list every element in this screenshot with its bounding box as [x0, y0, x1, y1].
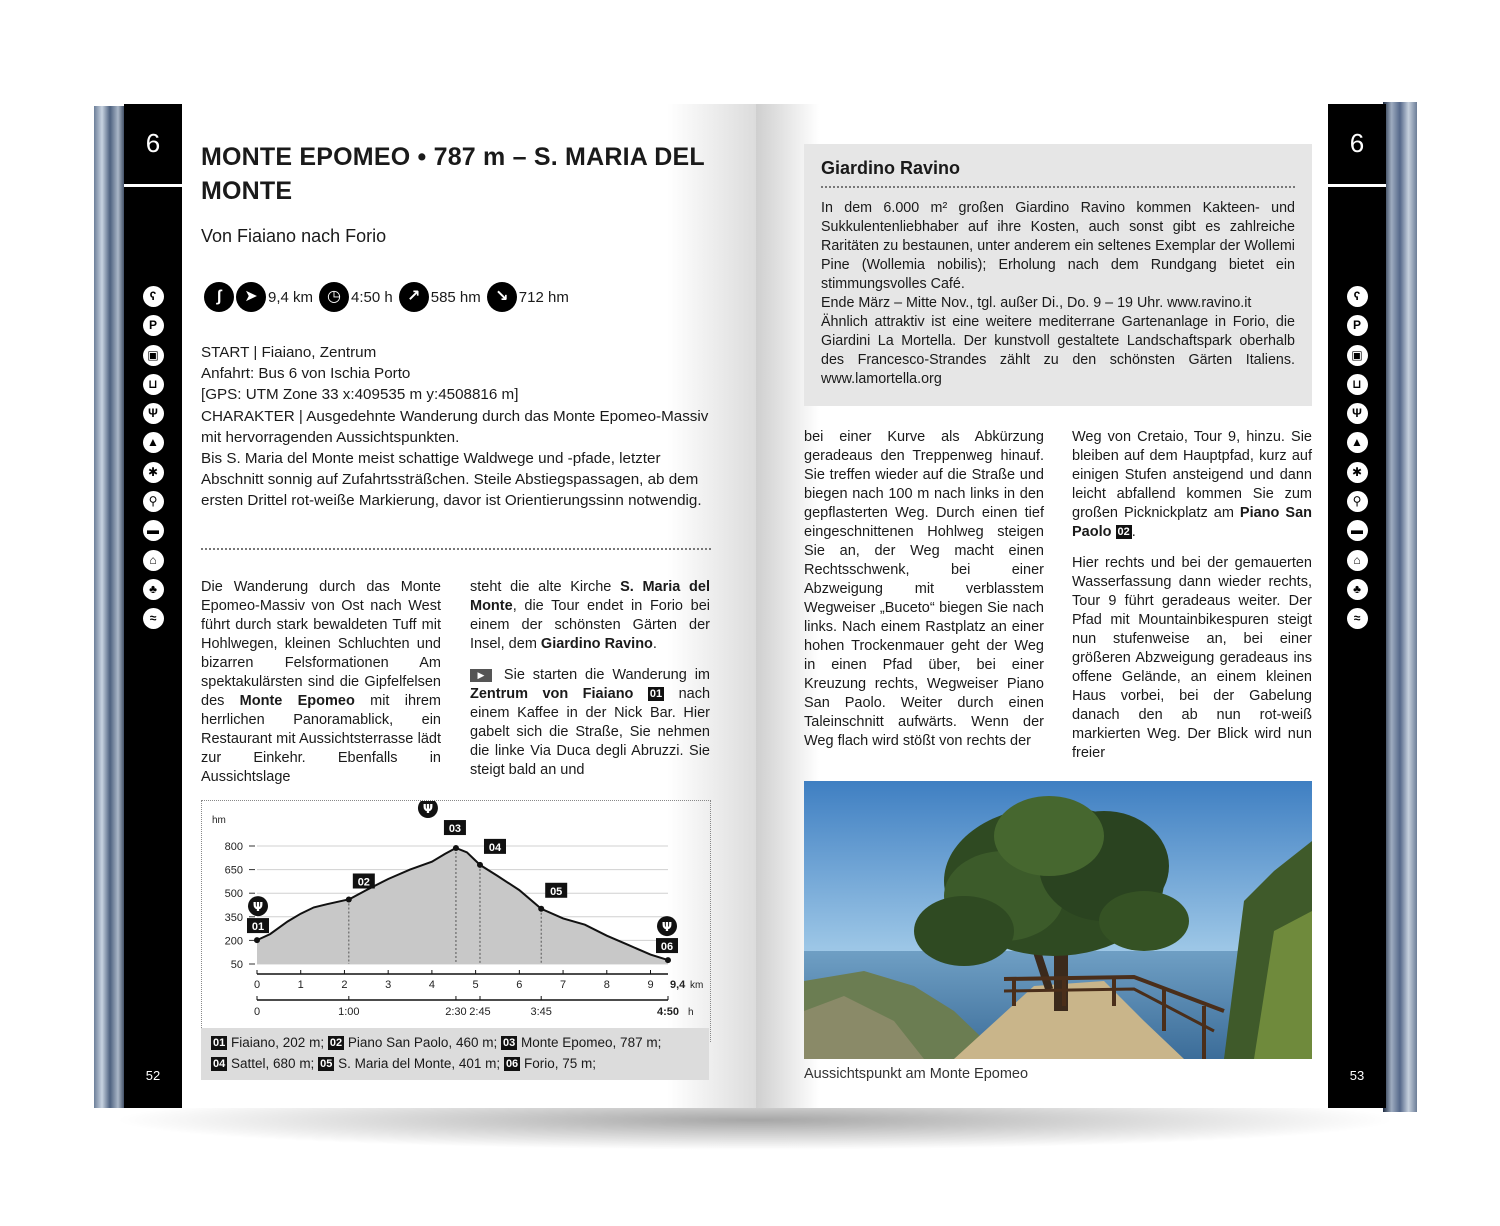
y-tick-label: 50 — [230, 959, 243, 971]
legend-text: Forio, 75 m; — [523, 1056, 596, 1071]
y-axis-label: hm — [212, 815, 226, 826]
waypoint-dot — [254, 937, 260, 943]
side-icon-column — [1328, 286, 1386, 638]
waypoint-legend — [201, 1028, 709, 1080]
bold-text: Zentrum von Fiaiano — [470, 686, 634, 702]
legend-text: Piano San Paolo, 460 m; — [347, 1035, 498, 1050]
tour-info — [201, 342, 711, 512]
swimming-icon: ≈ — [1347, 608, 1368, 629]
text-column-4 — [1072, 428, 1312, 775]
text-column-2 — [470, 578, 710, 792]
text-run: nach einem Kaffee in der Nick Bar. Hier gabelt sich die Straße, Sie nehmen die linke Via Duca degli Abruzzi. Sie steigt bald an und — [470, 686, 711, 778]
legend-text: Sattel, 680 m; — [231, 1056, 315, 1071]
info-box-paragraph: In dem 6.000 m² großen Giardino Ravino kommen Kakteen- und Sukkulentenliebhaber auf ihre Kosten, auch sonst gibt es zahlreiche Raritäten zu bestaunen, unter anderem ein seltenes Exemplar der Wollemi Pine (Wollemia nobilis); Erholung nach dem Rundgang bietet ein stimmungsvolles Café. — [821, 200, 1295, 292]
tour-subtitle: Von Fiaiano nach Forio — [201, 226, 387, 246]
info-description: Bis S. Maria del Monte meist schattige Waldwege und -pfade, letzter Abschnitt sonnig auf Zufahrtssträßchen. Steile Abstiegspassagen, ab dem ersten Drittel rot-weiße Markierung, davor ist Orientierungssinn notwendig. — [201, 450, 702, 510]
mountain-hut-icon: ▲ — [143, 432, 164, 453]
left-page — [124, 104, 756, 1108]
bear-icon: ʕ — [1347, 286, 1368, 307]
ascent-icon: ↗ — [399, 282, 429, 312]
tour-stats — [204, 282, 575, 312]
waypoint-badge: 01 — [649, 688, 663, 701]
y-tick-label: 650 — [224, 864, 243, 877]
info-box-text — [821, 199, 1295, 389]
time-unit-label: h — [688, 1007, 694, 1018]
text-column-1 — [201, 578, 441, 799]
text-run: Sie starten die Wanderung im — [496, 667, 710, 683]
bicycle-icon: ⚲ — [1347, 491, 1368, 512]
signpost-icon: ➤ — [236, 282, 266, 312]
waypoint-badge: 04 — [213, 1058, 226, 1071]
parking-icon: P — [1347, 315, 1368, 336]
descent-value: 712 hm — [518, 288, 569, 306]
waypoint-label: 05 — [550, 885, 563, 898]
column-4-paragraph-1 — [1072, 428, 1312, 542]
tree-icon: ♣ — [143, 579, 164, 600]
x-unit-label: km — [690, 980, 704, 991]
basket-icon: ⊔ — [1347, 374, 1368, 395]
text-run: steht die alte Kirche — [470, 579, 621, 595]
y-tick-label: 350 — [224, 911, 243, 924]
restaurant-icon: Ψ — [252, 900, 264, 915]
time-tick-label: 2:45 — [469, 1006, 491, 1018]
waypoint-label: 04 — [488, 841, 502, 854]
photo-caption: Aussichtspunkt am Monte Epomeo — [804, 1066, 1029, 1082]
bold-text: Giardino Ravino — [540, 636, 653, 652]
waypoint-badge: 03 — [502, 1037, 516, 1050]
ascent-value: 585 hm — [430, 288, 481, 306]
snowflake-icon: ✱ — [1347, 462, 1368, 483]
waypoint-badge: 02 — [1117, 526, 1130, 539]
column-2-paragraph-2 — [470, 666, 710, 780]
info-box-divider — [821, 186, 1295, 188]
text-run: . — [1131, 524, 1136, 540]
play-icon: ▶ — [470, 669, 492, 682]
x-tick-label: 7 — [560, 979, 567, 991]
page-number: 52 — [145, 1068, 161, 1083]
text-run: Weg von Cretaio, Tour 9, hinzu. Sie bleiben auf dem Hauptpfad, kurz auf einigen Stufen ansteigend und dann leicht abfallend kommen Sie zum großen Picknickplatz am — [1072, 429, 1312, 521]
info-gps: [GPS: UTM Zone 33 x:409535 m y:4508816 m] — [201, 386, 519, 404]
info-box-title: Giardino Ravino — [821, 158, 961, 178]
chapter-number: 6 — [1349, 128, 1365, 158]
descent-icon: ↘ — [487, 282, 517, 312]
bicycle-icon: ⚲ — [143, 491, 164, 512]
text-run: mit ihrem herrlichen Panoramablick, ein Restaurant mit Aussichtsterrasse lädt zur Einkehr. Ebenfalls in Aussichtslage — [201, 693, 441, 785]
right-side-bar — [1328, 104, 1386, 1108]
waypoint-label: 02 — [357, 876, 370, 889]
y-tick-label: 500 — [224, 888, 243, 901]
text-run: , die Tour endet in Forio bei einem der schönsten Gärten der Insel, dem — [470, 598, 710, 652]
book-edge-right — [1383, 102, 1417, 1112]
text-run: . — [652, 636, 657, 652]
bear-icon: ʕ — [143, 286, 164, 307]
side-icon-column — [124, 286, 182, 638]
bed-icon: ▬ — [1347, 520, 1368, 541]
chapter-divider — [1328, 184, 1386, 187]
chapter-number: 6 — [145, 128, 161, 158]
book-edge-left — [94, 106, 126, 1108]
info-arrival: Anfahrt: Bus 6 von Ischia Porto — [201, 365, 411, 383]
restaurant-icon: Ψ — [661, 920, 673, 935]
waypoint-badge: 06 — [505, 1058, 519, 1071]
info-start: START | Fiaiano, Zentrum — [201, 344, 377, 361]
waypoint-dot — [538, 906, 544, 912]
tour-title: MONTE EPOMEO • 787 m – S. MARIA DEL MONTE — [201, 143, 705, 205]
x-tick-label: 6 — [516, 979, 523, 991]
y-tick-label: 800 — [224, 841, 243, 853]
bold-text: Piano San Paolo — [1072, 505, 1312, 540]
elevation-profile — [201, 800, 711, 1042]
bus-icon: ▣ — [143, 345, 164, 366]
time-tick-label: 0 — [253, 1006, 261, 1018]
waypoint-label: 06 — [660, 941, 674, 954]
legend-text: Fiaiano, 202 m; — [231, 1035, 325, 1050]
legend-text: Monte Epomeo, 787 m; — [521, 1035, 662, 1050]
waypoint-dot — [453, 845, 459, 851]
x-tick-label: 0 — [253, 979, 261, 991]
museum-icon: ⌂ — [143, 550, 164, 571]
waypoint-badge: 02 — [329, 1037, 343, 1050]
x-end-label: 9,4 — [670, 979, 686, 991]
bed-icon: ▬ — [143, 520, 164, 541]
restaurant-icon: Ψ — [1347, 403, 1368, 424]
x-tick-label: 3 — [385, 979, 392, 991]
landscape-photo — [804, 781, 1312, 1059]
duration-value: 4:50 h — [351, 288, 393, 306]
legend-item — [501, 1035, 661, 1050]
text-column-3 — [804, 428, 1044, 763]
right-page — [756, 104, 1386, 1108]
legend-item — [211, 1056, 314, 1071]
x-tick-label: 2 — [341, 979, 348, 991]
elevation-chart — [202, 801, 710, 1029]
photo-illustration — [804, 781, 1312, 1059]
waypoint-dot — [346, 896, 352, 902]
text-run: Die Wanderung durch das Monte Epomeo-Massiv von Ost nach West führt durch stark bewaldeten Tuff mit Hohlwegen, kleinen Schluchten und bizarren Felsformationen Am spektakulärsten sind die Gipfelfelsen des — [201, 579, 441, 709]
bold-text: Monte Epomeo — [239, 693, 355, 709]
museum-icon: ⌂ — [1347, 550, 1368, 571]
time-tick-label: 1:00 — [338, 1006, 360, 1018]
restaurant-icon: Ψ — [422, 802, 434, 817]
column-4-paragraph-2: Hier rechts und bei der gemauerten Wasserfassung dann wieder rechts, Tour 9 führt geradeaus weiter. Der Pfad mit Mountainbikespuren steigt nun stufenweise an, bei einer größeren Abzweigung geradeaus ins offene Gelände, an einem kleinen Haus vorbei, bei der Gabelung danach den ab nun rot-weiß markierten Weg. Der Blick wird nun freier — [1072, 555, 1312, 761]
time-tick-label: 2:30 — [445, 1006, 467, 1018]
clock-icon: ◷ — [319, 282, 349, 312]
basket-icon: ⊔ — [143, 374, 164, 395]
legend-item — [318, 1056, 500, 1071]
waypoint-dot — [665, 957, 671, 963]
mountain-hut-icon: ▲ — [1347, 432, 1368, 453]
bus-icon: ▣ — [1347, 345, 1368, 366]
restaurant-icon: Ψ — [143, 403, 164, 424]
parking-icon: P — [143, 315, 164, 336]
distance-value: 9,4 km — [268, 288, 314, 306]
y-tick-label: 200 — [224, 935, 243, 948]
waypoint-badge: 05 — [320, 1058, 333, 1071]
snowflake-icon: ✱ — [143, 462, 164, 483]
waypoint-dot — [477, 862, 483, 868]
column-1-paragraph — [201, 578, 441, 787]
x-tick-label: 4 — [428, 979, 435, 991]
x-tick-label: 9 — [647, 979, 654, 991]
legend-item — [211, 1035, 324, 1050]
difficulty-icon: ʃ — [204, 282, 234, 312]
info-box-giardino-ravino — [804, 144, 1312, 406]
x-tick-label: 1 — [297, 979, 304, 991]
legend-text: S. Maria del Monte, 401 m; — [338, 1056, 501, 1071]
x-tick-label: 5 — [472, 979, 479, 991]
column-3-paragraph: bei einer Kurve als Abkürzung geradeaus den Treppenweg hinauf. Sie treffen wieder auf die Straße und biegen nach 100 m nach links in den gepflasterten Weg. Durch einen tief eingeschnittenen Hohlweg steigen Sie an, der Weg macht einen Rechtsschwenk, bei einer Abzweigung mit verblasstem Wegweiser „Buceto“ biegen Sie nach links. Nach einem Rastplatz an einer hohen Trockenmauer geht der Weg in einen Pfad über, bei einer Kreuzung rechts, Wegweiser Piano San Paolo. Weiter durch einen Taleinschnitt aufwärts. Wenn der Weg flach wird stößt von rechts der — [804, 429, 1044, 749]
info-divider — [201, 548, 711, 550]
page-number: 53 — [1349, 1068, 1365, 1083]
info-character: CHARAKTER | Ausgedehnte Wanderung durch das Monte Epomeo-Massiv mit hervorragenden Aussichtspunkten. — [201, 407, 709, 446]
x-tick-label: 8 — [603, 979, 610, 991]
tree-icon: ♣ — [1347, 579, 1368, 600]
legend-item — [328, 1035, 497, 1050]
waypoint-label: 03 — [448, 823, 462, 836]
info-box-paragraph: Ähnlich attraktiv ist eine weitere mediterrane Gartenanlage in Forio, die Giardini La Mortella. Der kunstvoll gestaltete Landschaftspark oberhalb des Francesco-Strandes zählt zu den schönsten Gärten Italiens. www.lamortella.org — [821, 314, 1295, 387]
bold-text: S. Maria del Monte — [470, 579, 710, 614]
chapter-divider — [124, 184, 182, 187]
legend-item — [504, 1056, 596, 1071]
time-tick-label: 4:50 — [656, 1006, 680, 1018]
swimming-icon: ≈ — [143, 608, 164, 629]
column-2-paragraph-1 — [470, 578, 710, 654]
time-tick-label: 3:45 — [530, 1006, 552, 1018]
waypoint-label: 01 — [251, 921, 265, 934]
waypoint-badge: 01 — [213, 1037, 226, 1050]
info-box-paragraph: Ende März – Mitte Nov., tgl. außer Di., Do. 9 – 19 Uhr. www.ravino.it — [821, 295, 1252, 311]
left-side-bar — [124, 104, 182, 1108]
